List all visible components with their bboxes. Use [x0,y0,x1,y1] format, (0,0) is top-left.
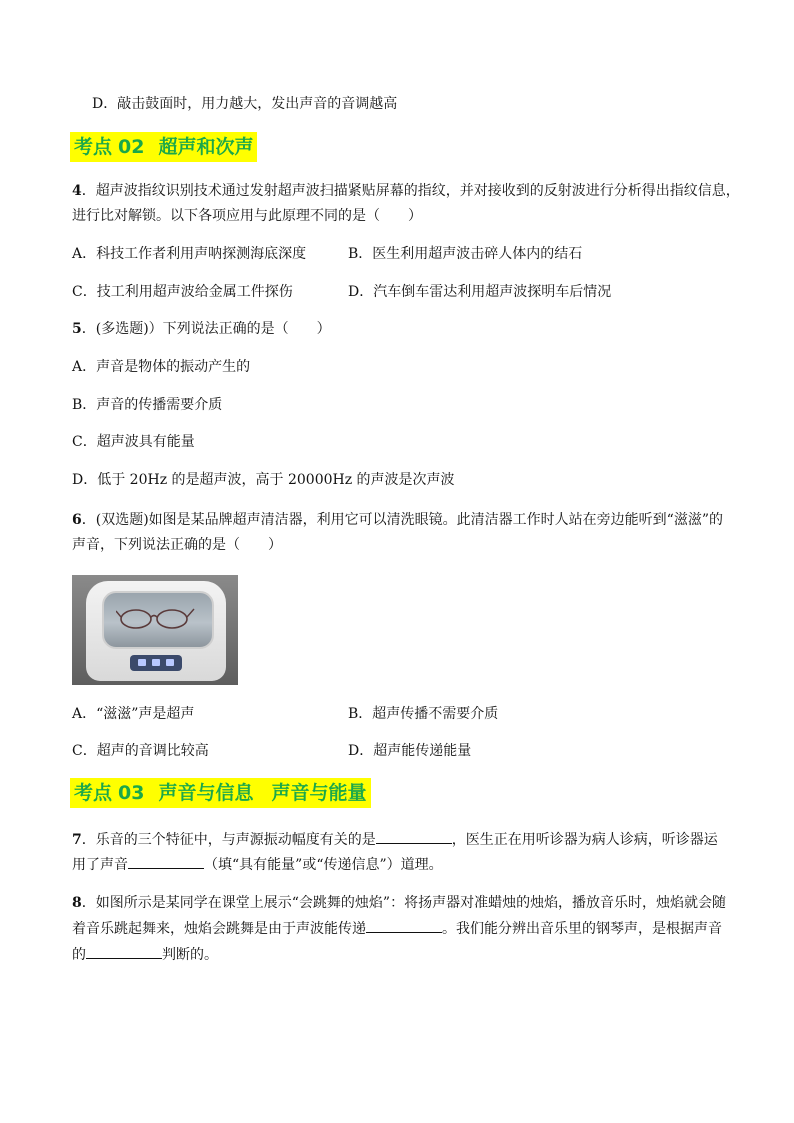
section-title-2: 声音与能量 [271,782,367,804]
q8-text-d: 的 [72,947,86,963]
q5-option-b: B．声音的传播需要介质 [72,397,223,413]
q6-stem-line2: 声音，下列说法正确的是（ ） [72,537,282,553]
q5-option-a: A．声音是物体的振动产生的 [72,359,251,375]
eyeglasses-icon [116,605,196,631]
q7-line2 [72,854,443,875]
q7-text-d: （填“具有能量”或“传递信息”）道理。 [204,857,443,873]
q6-option-b: B．超声传播不需要介质 [348,706,499,722]
q4-option-d: D．汽车倒车雷达利用超声波探明车后情况 [348,284,612,300]
question-number: 7 [72,832,82,848]
answer-blank[interactable] [376,829,452,844]
section-number: 03 [118,782,145,804]
question-number: 8 [72,895,82,911]
q6-stem-line1 [72,510,723,530]
q5-stem [72,319,331,339]
q3-option-d: D．敲击鼓面时，用力越大，发出声音的音调越高 [92,96,398,112]
control-panel [130,655,182,671]
q5-option-d: D．低于 20Hz 的是超声波，高于 20000Hz 的声波是次声波 [72,472,455,488]
q6-option-a: A．“滋滋”声是超声 [72,706,195,722]
answer-blank[interactable] [366,918,442,933]
q8-text-b: 着音乐跳起舞来，烛焰会跳舞是由于声波能传递 [72,921,366,937]
q8-text-c: 。我们能分辨出音乐里的钢琴声，是根据声音 [442,921,722,937]
section-heading-02 [70,132,257,162]
q4-stem-line1 [72,181,740,201]
q4-option-c: C．技工利用超声波给金属工件探伤 [72,284,293,300]
q4-stem-line2: 进行比对解锁。以下各项应用与此原理不同的是（ ） [72,208,422,224]
q5-stem-text: ．(多选题)）下列说法正确的是（ ） [81,321,331,337]
q6-option-c: C．超声的音调比较高 [72,743,209,759]
q4-stem-text: ．超声波指纹识别技术通过发射超声波扫描紧贴屏幕的指纹，并对接收到的反射波进行分析得出指纹信息， [81,183,740,199]
q7-line1 [72,829,718,850]
section-title-1: 声音与信息 [158,782,254,804]
answer-blank[interactable] [128,854,204,869]
section-label: 考点 [74,782,113,804]
q5-option-c: C．超声波具有能量 [72,434,195,450]
answer-blank[interactable] [86,944,162,959]
section-title: 超声和次声 [158,136,254,158]
q6-stem-text: ．(双选题)如图是某品牌超声清洁器，利用它可以清洗眼镜。此清洁器工作时人站在旁边能听到“滋滋”的 [81,512,723,528]
q8-text-e: 判断的。 [162,947,218,963]
q7-text-a: ．乐音的三个特征中，与声源振动幅度有关的是 [81,832,376,848]
q8-line2 [72,918,722,939]
q7-text-c: 用了声音 [72,857,128,873]
q8-line3 [72,944,218,965]
question-number: 5 [72,321,82,337]
section-label: 考点 [74,136,113,158]
q6-option-d: D．超声能传递能量 [348,743,472,759]
q7-text-b: ，医生正在用听诊器为病人诊病，听诊器运 [451,832,718,848]
question-number: 4 [72,183,82,199]
q8-text-a: ．如图所示是某同学在课堂上展示“会跳舞的烛焰”：将扬声器对准蜡烛的烛焰，播放音乐时，烛焰就会随 [81,895,727,911]
section-heading-03 [70,778,371,808]
q8-line1 [72,893,726,913]
ultrasonic-cleaner-photo [72,575,238,685]
question-number: 6 [72,512,82,528]
section-number: 02 [118,136,145,158]
q4-option-b: B．医生利用超声波击碎人体内的结石 [348,246,583,262]
q4-option-a: A．科技工作者利用声呐探测海底深度 [72,246,307,262]
